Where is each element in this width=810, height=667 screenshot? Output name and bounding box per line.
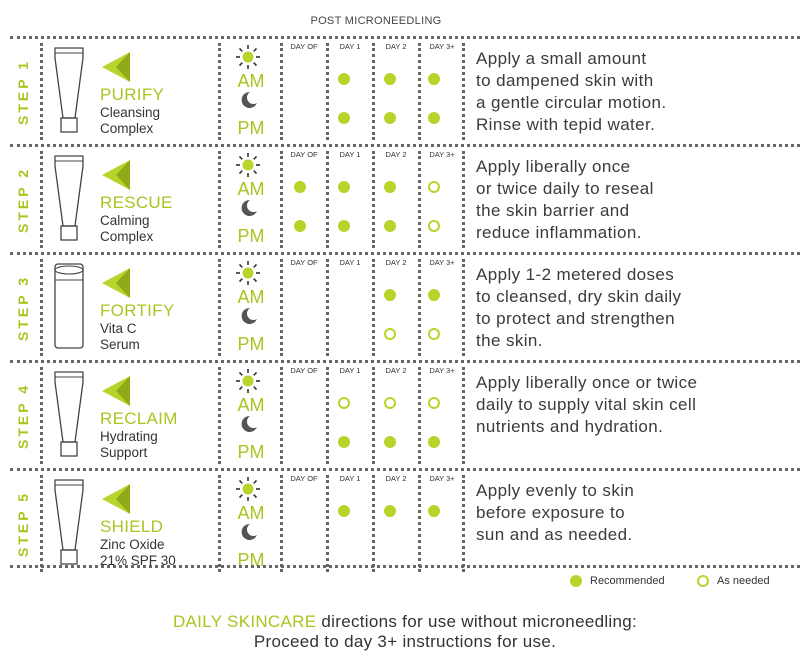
column-header: DAY 1 (339, 42, 361, 51)
row-divider (10, 468, 800, 471)
step-label-text: STEP 1 (15, 58, 31, 125)
column-header: DAY OF (290, 42, 318, 51)
tube-icon (52, 370, 86, 458)
product-description-line: Cleansing (100, 105, 161, 120)
legend-as-needed-label: As needed (717, 575, 770, 587)
column-divider (218, 43, 221, 140)
column-divider (326, 475, 329, 572)
column-divider (418, 259, 421, 356)
daily-skincare-highlight: DAILY SKINCARE (172, 612, 317, 631)
column-header: DAY 2 (385, 42, 407, 51)
column-divider (40, 43, 43, 140)
product-description (100, 105, 160, 136)
recommended-dot (428, 289, 440, 301)
column-divider (40, 151, 43, 248)
column-divider (372, 475, 375, 572)
step-label (12, 38, 34, 145)
step-label (12, 146, 34, 253)
column-divider (418, 43, 421, 140)
step-label (12, 254, 34, 361)
am-label: AM (237, 395, 265, 415)
recommended-dot (294, 220, 306, 232)
recommended-dot (384, 289, 396, 301)
product-description-line: Hydrating (100, 429, 158, 444)
product-description-line: Vita C (100, 321, 137, 336)
as-needed-dot-icon (697, 575, 709, 587)
instruction-line: the skin. (476, 331, 543, 350)
as-needed-dot (428, 181, 440, 193)
column-divider (40, 259, 43, 356)
column-divider (372, 367, 375, 464)
column-header: DAY 1 (339, 366, 361, 375)
instructions (476, 156, 798, 244)
column-header: DAY OF (290, 474, 318, 483)
row-divider (10, 565, 800, 568)
column-header: DAY OF (290, 366, 318, 375)
column-header: DAY 2 (385, 258, 407, 267)
column-divider (418, 367, 421, 464)
step-row (10, 470, 800, 577)
moon-icon (240, 199, 258, 217)
product-description (100, 213, 153, 244)
as-needed-dot (428, 328, 440, 340)
recommended-dot (294, 181, 306, 193)
sun-icon (235, 476, 261, 502)
recommended-dot (384, 220, 396, 232)
recommended-dot (384, 112, 396, 124)
instruction-line: to protect and strengthen (476, 309, 676, 328)
product-description (100, 429, 158, 460)
product-description-line: Zinc Oxide (100, 537, 165, 552)
pm-label: PM (237, 226, 265, 246)
column-divider (326, 151, 329, 248)
product-name: SHIELD (100, 517, 164, 536)
pm-label: PM (237, 442, 265, 462)
instruction-line: to dampened skin with (476, 71, 654, 90)
column-divider (40, 475, 43, 572)
as-needed-dot (384, 328, 396, 340)
recommended-dot (428, 505, 440, 517)
column-divider (326, 259, 329, 356)
column-header: DAY 3+ (429, 366, 455, 375)
as-needed-dot (338, 397, 350, 409)
column-header: DAY 2 (385, 366, 407, 375)
sun-icon (235, 152, 261, 178)
am-label: AM (237, 287, 265, 307)
pm-label: PM (237, 118, 265, 138)
column-header: DAY 1 (339, 474, 361, 483)
recommended-dot (428, 73, 440, 85)
product-description-line: Serum (100, 336, 140, 352)
recommended-dot (338, 112, 350, 124)
instructions (476, 372, 798, 438)
column-divider (418, 151, 421, 248)
footer-line-1 (0, 612, 810, 632)
recommended-dot (338, 181, 350, 193)
product-name: PURIFY (100, 85, 165, 104)
column-divider (372, 259, 375, 356)
tube-icon (52, 154, 86, 242)
column-header: DAY OF (290, 258, 318, 267)
column-divider (40, 367, 43, 464)
instruction-line: Apply liberally once (476, 157, 631, 176)
product-description-line: Calming (100, 213, 150, 228)
recommended-dot (384, 436, 396, 448)
moon-icon (240, 307, 258, 325)
legend-as-needed (697, 575, 770, 587)
step-label-text: STEP 4 (15, 382, 31, 449)
row-divider (10, 36, 800, 39)
sun-icon (235, 44, 261, 70)
column-divider (462, 259, 465, 356)
step-row (10, 254, 800, 361)
recommended-dot (428, 112, 440, 124)
step-row (10, 146, 800, 253)
column-divider (280, 259, 283, 356)
step-row (10, 362, 800, 469)
step-label-text: STEP 3 (15, 274, 31, 341)
row-divider (10, 360, 800, 363)
recommended-dot (338, 220, 350, 232)
instruction-line: Rinse with tepid water. (476, 115, 656, 134)
step-label (12, 470, 34, 577)
product-description-line: Support (100, 444, 148, 460)
column-header: DAY 3+ (429, 258, 455, 267)
serum-bottle-icon (52, 262, 86, 350)
instructions (476, 480, 798, 546)
recommended-dot (338, 73, 350, 85)
column-divider (372, 151, 375, 248)
instruction-line: daily to supply vital skin cell (476, 395, 697, 414)
as-needed-dot (428, 220, 440, 232)
column-header: DAY OF (290, 150, 318, 159)
column-divider (218, 151, 221, 248)
recommended-dot (384, 73, 396, 85)
step-label-text: STEP 5 (15, 490, 31, 557)
column-divider (326, 367, 329, 464)
footer-line-2: Proceed to day 3+ instructions for use. (253, 632, 557, 651)
play-arrow-icon (100, 482, 132, 516)
am-label: AM (237, 503, 265, 523)
product-description (100, 537, 176, 568)
am-label: AM (237, 179, 265, 199)
column-header: DAY 1 (339, 258, 361, 267)
step-row (10, 38, 800, 145)
instruction-line: to cleansed, dry skin daily (476, 287, 682, 306)
instruction-line: before exposure to (476, 503, 625, 522)
moon-icon (240, 91, 258, 109)
column-divider (218, 259, 221, 356)
legend-recommended (570, 575, 665, 587)
recommended-dot (428, 436, 440, 448)
product-description-line: Complex (100, 120, 154, 136)
product-name: RESCUE (100, 193, 173, 212)
recommended-dot (384, 181, 396, 193)
column-divider (280, 43, 283, 140)
column-header: DAY 3+ (429, 474, 455, 483)
column-divider (326, 43, 329, 140)
instruction-line: Apply liberally once or twice (476, 373, 698, 392)
column-divider (218, 475, 221, 572)
footer-note (0, 612, 810, 652)
instruction-line: Apply evenly to skin (476, 481, 635, 500)
column-divider (462, 367, 465, 464)
legend-recommended-label: Recommended (590, 575, 665, 587)
column-divider (462, 151, 465, 248)
post-microneedling-header: POST MICRONEEDLING (310, 15, 442, 27)
play-arrow-icon (100, 374, 132, 408)
product-name: FORTIFY (100, 301, 175, 320)
sun-icon (235, 260, 261, 286)
column-divider (280, 475, 283, 572)
instruction-line: Apply a small amount (476, 49, 647, 68)
instructions (476, 48, 798, 136)
play-arrow-icon (100, 266, 132, 300)
step-label-text: STEP 2 (15, 166, 31, 233)
moon-icon (240, 523, 258, 541)
column-header: DAY 1 (339, 150, 361, 159)
moon-icon (240, 415, 258, 433)
pm-label: PM (237, 334, 265, 354)
column-divider (280, 151, 283, 248)
row-divider (10, 252, 800, 255)
column-divider (218, 367, 221, 464)
column-header: DAY 3+ (429, 150, 455, 159)
instruction-line: sun and as needed. (476, 525, 633, 544)
play-arrow-icon (100, 50, 132, 84)
instruction-line: reduce inflammation. (476, 223, 642, 242)
column-divider (462, 475, 465, 572)
product-name: RECLAIM (100, 409, 178, 428)
instruction-line: the skin barrier and (476, 201, 630, 220)
as-needed-dot (428, 397, 440, 409)
tube-icon (52, 478, 86, 566)
product-description-line: 21% SPF 30 (100, 552, 176, 568)
row-divider (10, 144, 800, 147)
column-divider (462, 43, 465, 140)
column-divider (418, 475, 421, 572)
recommended-dot-icon (570, 575, 582, 587)
sun-icon (235, 368, 261, 394)
recommended-dot (338, 436, 350, 448)
play-arrow-icon (100, 158, 132, 192)
am-label: AM (237, 71, 265, 91)
column-header: DAY 3+ (429, 42, 455, 51)
column-header: DAY 2 (385, 474, 407, 483)
instruction-line: Apply 1-2 metered doses (476, 265, 675, 284)
product-description-line: Complex (100, 228, 154, 244)
tube-icon (52, 46, 86, 134)
footer-line-1-rest: directions for use without microneedling: (316, 612, 638, 631)
pm-label: PM (237, 550, 265, 570)
recommended-dot (384, 505, 396, 517)
as-needed-dot (384, 397, 396, 409)
step-label (12, 362, 34, 469)
recommended-dot (338, 505, 350, 517)
instruction-line: or twice daily to reseal (476, 179, 654, 198)
instruction-line: a gentle circular motion. (476, 93, 667, 112)
column-header: DAY 2 (385, 150, 407, 159)
product-description (100, 321, 140, 352)
instructions (476, 264, 798, 352)
column-divider (372, 43, 375, 140)
instruction-line: nutrients and hydration. (476, 417, 664, 436)
column-divider (280, 367, 283, 464)
